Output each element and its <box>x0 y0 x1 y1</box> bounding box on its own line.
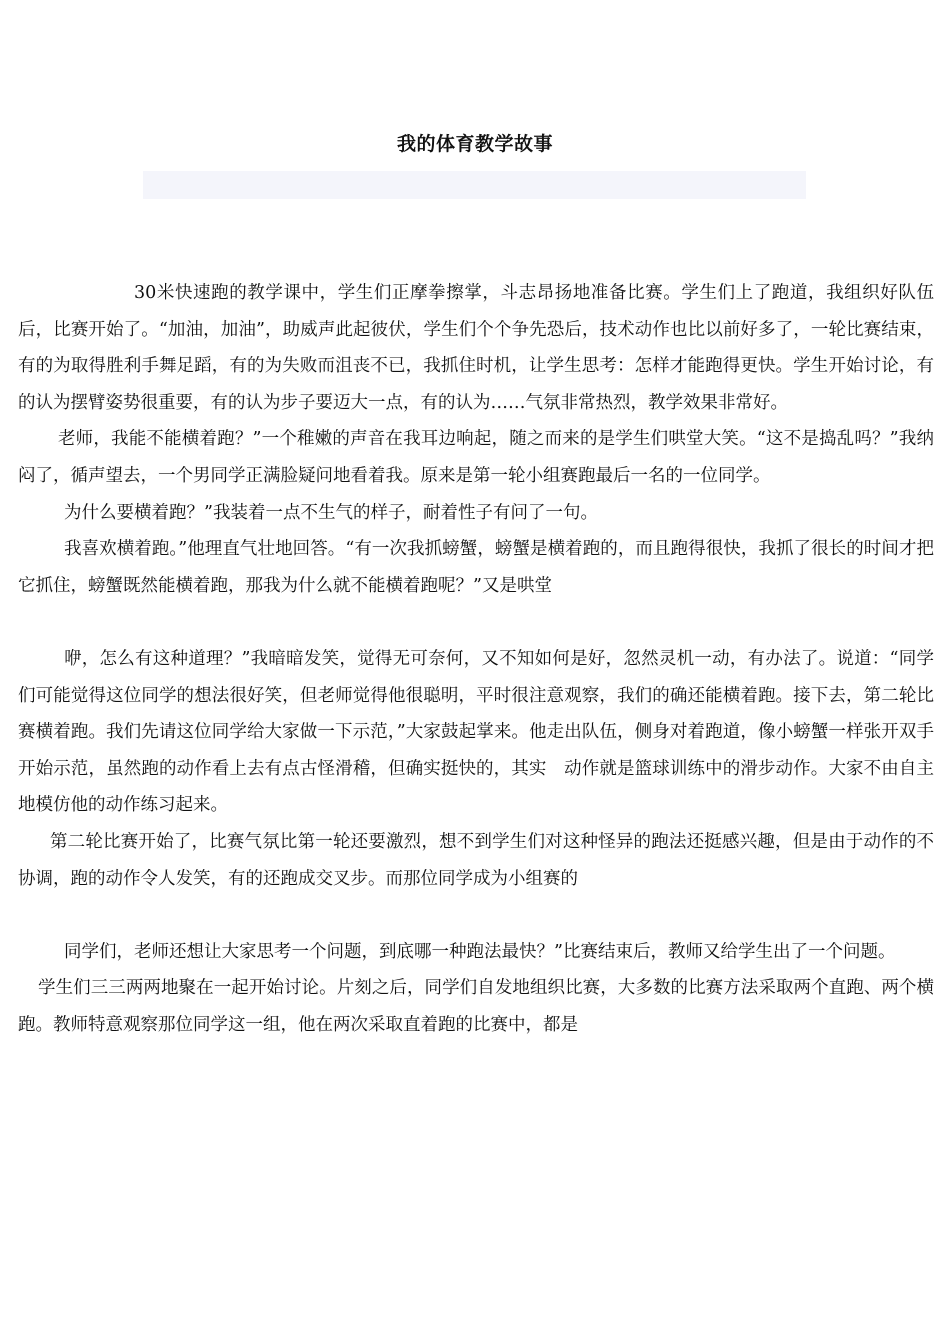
paragraph-5: 咿，怎么有这种道理？”我暗暗发笑，觉得无可奈何，又不知如何是好，忽然灵机一动，有办法了。说道：“同学们可能觉得这位同学的想法很好笑，但老师觉得他很聪明，平时很注意观察，我们的确还能横着跑。接下去，第二轮比赛横着跑。我们先请这位同学给大家做一下示范，”大家鼓起掌来。他走出队伍，侧身对着跑道，像小螃蟹一样张开双手开始示范，虽然跑的动作看上去有点古怪滑稽，但确实挺快的，其实 动作就是篮球训练中的滑步动作。大家不由自主地模仿他的动作练习起来。 <box>18 648 934 816</box>
paragraph-8: 学生们三三两两地聚在一起开始讨论。片刻之后，同学们自发地组织比赛，大多数的比赛方法采取两个直跑、两个横跑。教师特意观察那位同学这一组，他在两次采取直着跑的比赛中，都是 <box>18 978 934 1035</box>
paragraph-2: 老师，我能不能横着跑？”一个稚嫩的声音在我耳边响起，随之而来的是学生们哄堂大笑。“这不是捣乱吗？”我纳闷了，循声望去，一个男同学正满脸疑问地看着我。原来是第一轮小组赛跑最后一名的一位同学。 <box>18 429 934 486</box>
title-underline-band <box>143 171 806 199</box>
document-title: 我的体育教学故事 <box>396 133 553 155</box>
blank-line <box>18 897 934 934</box>
document-body <box>18 275 934 1043</box>
blank-line <box>18 604 934 641</box>
paragraph-1: 30米快速跑的教学课中，学生们正摩拳擦掌，斗志昂扬地准备比赛。学生们上了跑道，我组织好队伍后，比赛开始了。“加油，加油”，助威声此起彼伏，学生们个个争先恐后，技术动作也比以前好多了，一轮比赛结束，有的为取得胜利手舞足蹈，有的为失败而沮丧不已，我抓住时机，让学生思考：怎样才能跑得更快。学生开始讨论，有的认为摆臂姿势很重要，有的认为步子要迈大一点，有的认为……气氛非常热烈，教学效果非常好。 <box>18 283 934 413</box>
paragraph-7: 同学们，老师还想让大家思考一个问题，到底哪一种跑法最快？”比赛结束后，教师又给学生出了一个问题。 <box>64 941 896 962</box>
paragraph-4: 我喜欢横着跑。”他理直气壮地回答。“有一次我抓螃蟹，螃蟹是横着跑的，而且跑得很快，我抓了很长的时间才把它抓住，螃蟹既然能横着跑，那我为什么就不能横着跑呢？”又是哄堂 <box>18 539 934 596</box>
paragraph-6: 第二轮比赛开始了，比赛气氛比第一轮还要激烈，想不到学生们对这种怪异的跑法还挺感兴趣，但是由于动作的不协调，跑的动作令人发笑，有的还跑成交叉步。而那位同学成为小组赛的 <box>18 831 934 889</box>
paragraph-3: 为什么要横着跑？”我装着一点不生气的样子，耐着性子有问了一句。 <box>64 502 598 523</box>
